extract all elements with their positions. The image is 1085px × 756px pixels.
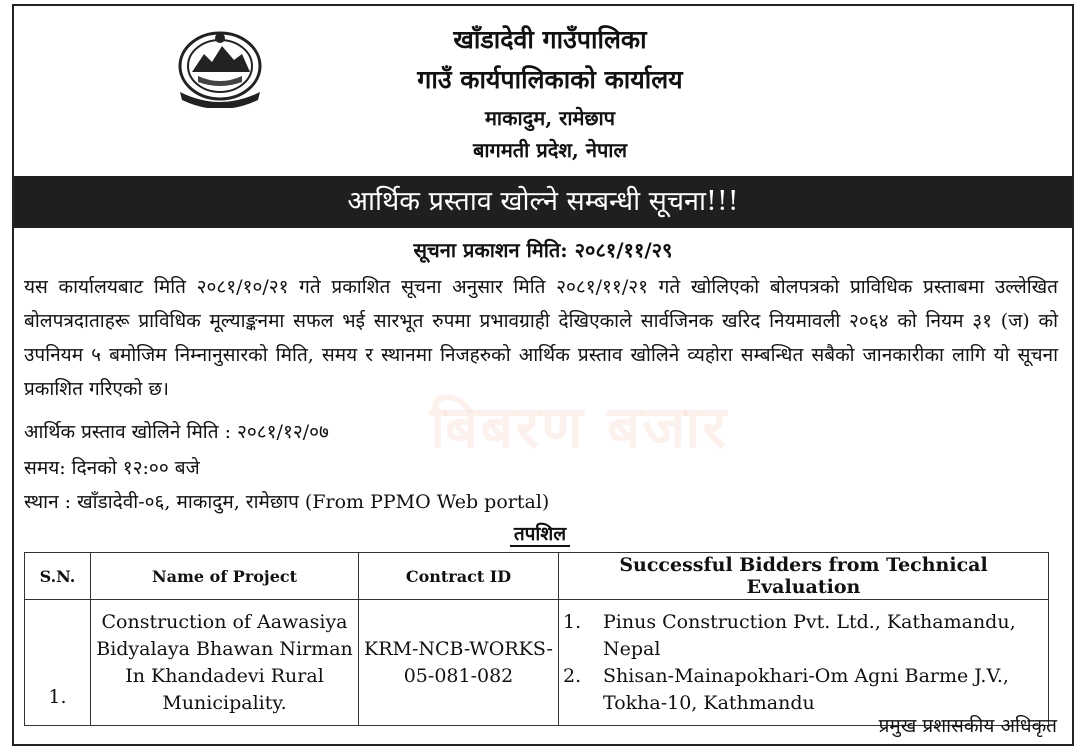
opening-place: स्थान : खाँडादेवी-०६, माकादुम, रामेछाप (From PPMO Web portal)	[24, 491, 550, 513]
office-location: माकादुम, रामेछाप	[484, 106, 616, 130]
table-row	[25, 600, 1049, 726]
cell-bidders	[559, 600, 1049, 726]
cell-sn: 1.	[25, 600, 91, 726]
publish-date: सूचना प्रकाशन मिति: २०८१/११/२९	[413, 238, 673, 262]
header-bidders: Successful Bidders from Technical Evaluation	[559, 553, 1049, 600]
bidder-name: Shisan-Mainapokhari-Om Agni Barme J.V., Tokha-10, Kathmandu	[603, 664, 1009, 714]
schedule-heading: तपशिल	[440, 520, 640, 546]
opening-date: आर्थिक प्रस्ताव खोलिने मिति : २०८१/१२/०७	[24, 421, 329, 443]
bidder-item	[563, 663, 1044, 717]
header-contract-id: Contract ID	[359, 553, 559, 600]
table-header-row	[25, 553, 1049, 600]
office-subtitle: गाउँ कार्यपालिकाको कार्यालय	[417, 65, 683, 94]
bidder-number: 1.	[563, 610, 582, 633]
watermark: बिबरण बजार	[430, 393, 729, 461]
header-project: Name of Project	[91, 553, 359, 600]
notice-title-banner: आर्थिक प्रस्ताव खोल्ने सम्बन्धी सूचना!!!	[14, 176, 1072, 228]
cell-project: Construction of Aawasiya Bidyalaya Bhawan Nirman In Khandadevi Rural Municipality.	[91, 600, 359, 726]
bidders-table	[24, 552, 1049, 726]
notice-body: यस कार्यालयबाट मिति २०८१/१०/२१ गते प्रकाशित सूचना अनुसार मिति २०८१/११/२१ गते खोलिएको बोलपत्रको प्राविधिक प्रस्ताबमा उल्लेखित बोलपत्रदाताहरू प्राविधिक मूल्याङ्कनमा सफल भई सारभूत रुपमा प्रभावग्राही देखिएकाले सार्वजिनक खरिद नियमावली २०६४ को नियम ३१ (ज) को उपनियम ५ बमोजिम निम्नानुसारको मिति, समय र स्थानमा निजहरुको आर्थिक प्रस्ताव खोलिने व्यहोरा सम्बन्धित सबैको जानकारीका लागि यो सूचना प्रकाशित गरिएको छ।	[24, 276, 1058, 400]
signature-title: प्रमुख प्रशासकीय अधिकृत	[878, 715, 1057, 737]
bidder-item	[563, 609, 1044, 663]
office-province: बागमती प्रदेश, नेपाल	[472, 138, 628, 162]
office-name: खाँडादेवी गाउँपालिका	[453, 25, 647, 54]
bidder-number: 2.	[563, 664, 582, 687]
header-sn: S.N.	[25, 553, 91, 600]
opening-time: समय: दिनको १२:०० बजे	[24, 457, 200, 479]
cell-contract-id: KRM-NCB-WORKS-05-081-082	[359, 600, 559, 726]
bidder-name: Pinus Construction Pvt. Ltd., Kathamandu, Nepal	[603, 610, 1016, 660]
